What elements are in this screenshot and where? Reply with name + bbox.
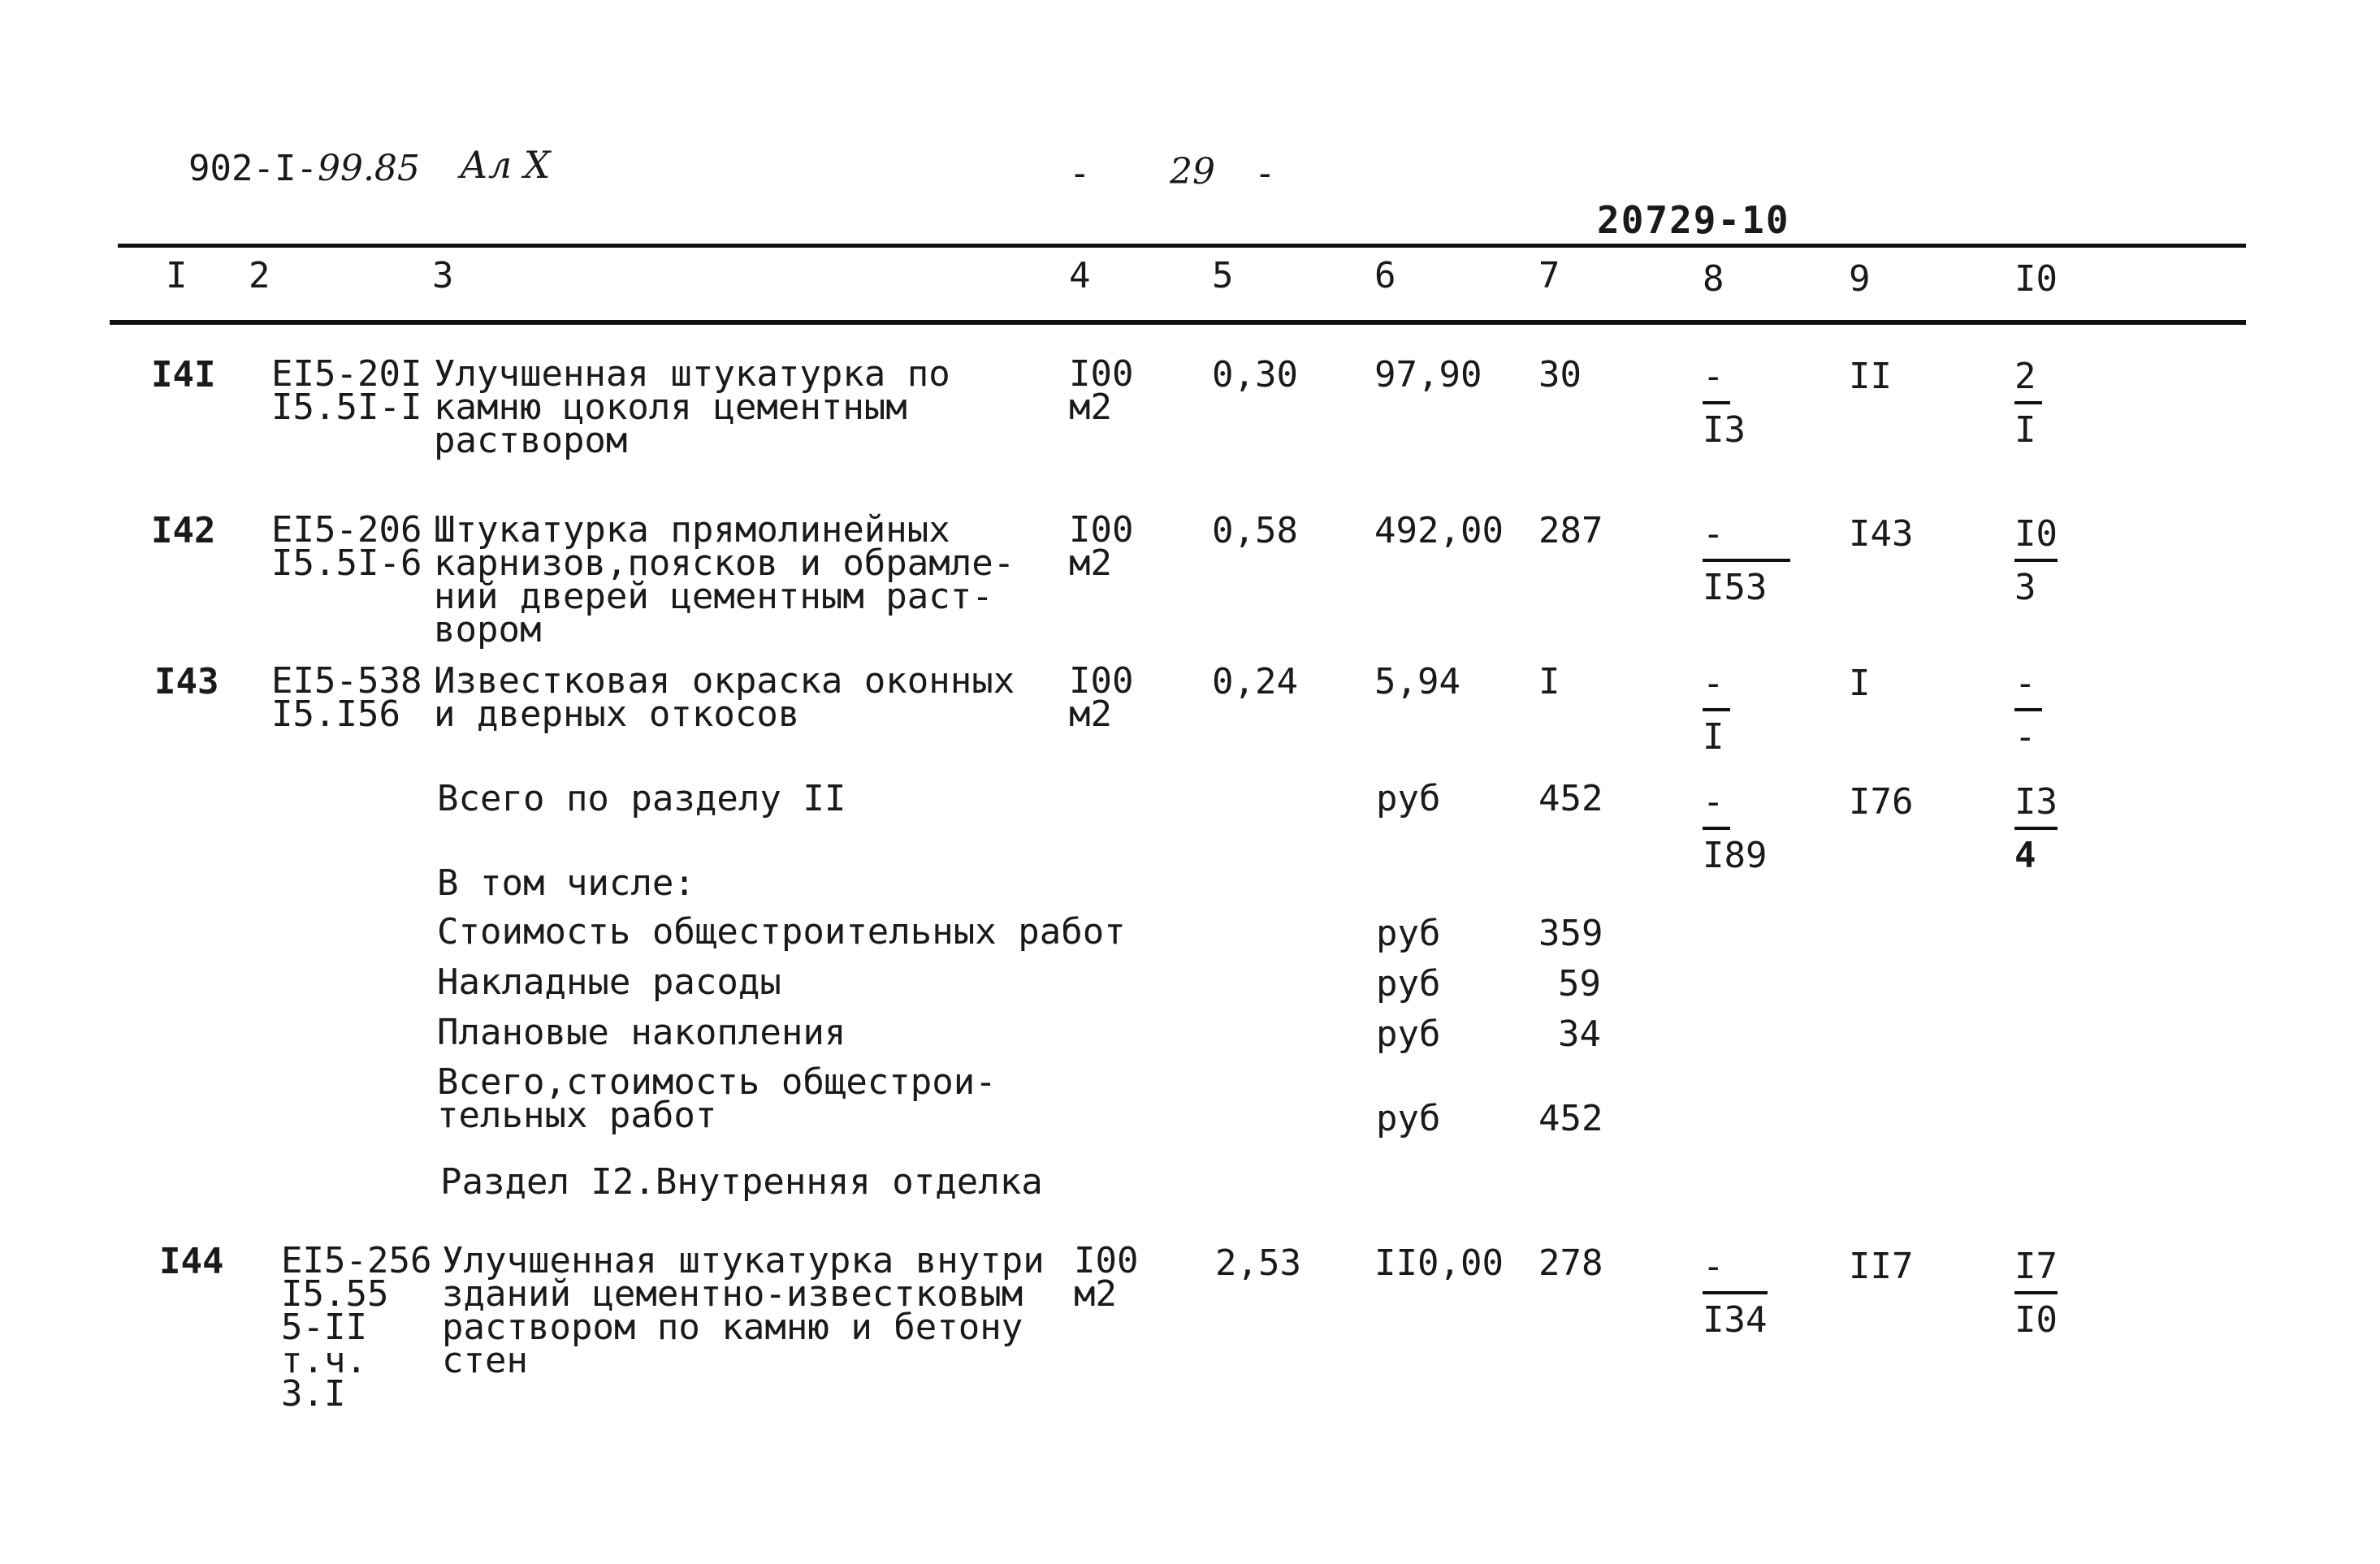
- row-col10-fraction: $\frac{I7}{I0}$: [2014, 1246, 2058, 1341]
- header-rule: [110, 320, 2246, 325]
- row-code: EI5-538 I5.I56: [271, 660, 422, 735]
- row-cost: 278: [1538, 1242, 1603, 1284]
- row-quantity: 0,30: [1212, 354, 1298, 395]
- section-total-unit: руб: [1376, 778, 1441, 819]
- section-total-col10-fraction: $\frac{I3}{4}$: [2014, 781, 2058, 876]
- row-unit: I00 м2: [1069, 353, 1134, 428]
- row-unit: I00 м2: [1069, 509, 1134, 584]
- row-col9: I43: [1849, 513, 1914, 555]
- breakdown-cost: 34: [1558, 1013, 1601, 1055]
- column-header-9: 9: [1849, 258, 1871, 300]
- row-quantity: 0,58: [1212, 510, 1298, 551]
- column-header-5: 5: [1212, 255, 1234, 296]
- column-header-1: I: [166, 255, 188, 296]
- archive-number: 20729-10: [1597, 198, 1790, 242]
- row-col10-fraction: $\frac{I0}{3}$: [2014, 513, 2058, 608]
- row-col9: II: [1849, 356, 1892, 397]
- row-quantity: 0,24: [1212, 661, 1298, 702]
- row-cost: I: [1538, 661, 1560, 702]
- column-header-3: 3: [432, 255, 454, 296]
- row-description: Известковая окраска оконных и дверных откосов: [434, 660, 1015, 735]
- row-cost: 30: [1538, 354, 1582, 395]
- breakdown-unit: руб: [1376, 963, 1441, 1005]
- row-description: Улучшенная штукатурка внутри зданий цементно-известковым раствором по камню и бетону стен: [442, 1240, 1045, 1381]
- section-title: Раздел I2.Внутренняя отделка: [440, 1161, 1043, 1203]
- row-col9: I: [1849, 663, 1871, 704]
- row-number: I44: [159, 1241, 224, 1282]
- row-col8-fraction: - I: [1703, 666, 1730, 755]
- doc-number: [188, 148, 420, 189]
- doc-number-typed: 902-I-: [188, 148, 318, 189]
- doc-number-handwritten: 99.85: [317, 148, 420, 189]
- page-dash-right: -: [1254, 153, 1276, 194]
- row-number: I42: [151, 510, 216, 551]
- row-code: EI5-206 I5.5I-6: [271, 509, 422, 584]
- row-unit: I00 м2: [1074, 1240, 1139, 1315]
- row-col10-fraction: $\frac{2}{I}$: [2014, 359, 2042, 448]
- row-description: Улучшенная штукатурка по камню цоколя цементным раствором: [434, 353, 950, 461]
- row-col8-fraction: - I53: [1703, 516, 1790, 606]
- section-total-label: Всего по разделу II: [437, 778, 846, 819]
- row-unit-price: 492,00: [1374, 510, 1504, 551]
- row-col9: II7: [1849, 1246, 1914, 1287]
- breakdown-cost: 452: [1538, 1098, 1603, 1139]
- row-unit: I00 м2: [1069, 660, 1134, 735]
- breakdown-label: Всего,стоимость общестрои- тельных работ: [437, 1061, 997, 1136]
- breakdown-unit: руб: [1376, 1013, 1441, 1055]
- breakdown-unit: руб: [1376, 913, 1441, 954]
- breakdown-label: Накладные расоды: [437, 961, 781, 1003]
- row-unit-price: II0,00: [1374, 1242, 1504, 1284]
- column-header-2: 2: [249, 255, 270, 296]
- column-header-7: 7: [1538, 255, 1560, 296]
- page-number: 29: [1170, 151, 1215, 192]
- row-quantity: 2,53: [1215, 1242, 1301, 1284]
- doc-suffix: Ал Х: [460, 143, 551, 187]
- row-col10-fraction: - -: [2014, 666, 2042, 755]
- row-unit-price: 5,94: [1374, 661, 1460, 702]
- page-dash-left: -: [1069, 153, 1091, 194]
- breakdown-unit: руб: [1376, 1098, 1441, 1139]
- including-label: В том числе:: [437, 862, 695, 904]
- row-col8-fraction: - I3: [1703, 356, 1746, 451]
- breakdown-cost: 59: [1558, 963, 1601, 1005]
- section-total-col8-fraction: - I89: [1703, 781, 1768, 876]
- row-number: I4I: [151, 354, 216, 395]
- breakdown-cost: 359: [1538, 913, 1603, 954]
- row-code: EI5-256 I5.55 5-II т.ч. 3.I: [281, 1240, 432, 1415]
- column-header-6: 6: [1374, 255, 1396, 296]
- row-description: Штукатурка прямолинейных карнизов,поясков и обрамле- ний дверей цементным раст- вором: [434, 509, 1015, 650]
- top-rule: [118, 244, 2246, 248]
- column-header-4: 4: [1069, 255, 1091, 296]
- row-col8-fraction: - I34: [1703, 1246, 1768, 1341]
- row-number: I43: [154, 661, 219, 702]
- row-cost: 287: [1538, 510, 1603, 551]
- column-header-10: I0: [2014, 258, 2058, 300]
- section-total-cost: 452: [1538, 778, 1603, 819]
- section-total-col9: I76: [1849, 781, 1914, 823]
- column-header-8: 8: [1703, 258, 1724, 300]
- row-code: EI5-20I I5.5I-I: [271, 353, 422, 428]
- breakdown-label: Стоимость общестроительных работ: [437, 911, 1126, 953]
- row-unit-price: 97,90: [1374, 354, 1482, 395]
- breakdown-label: Плановые накопления: [437, 1012, 846, 1053]
